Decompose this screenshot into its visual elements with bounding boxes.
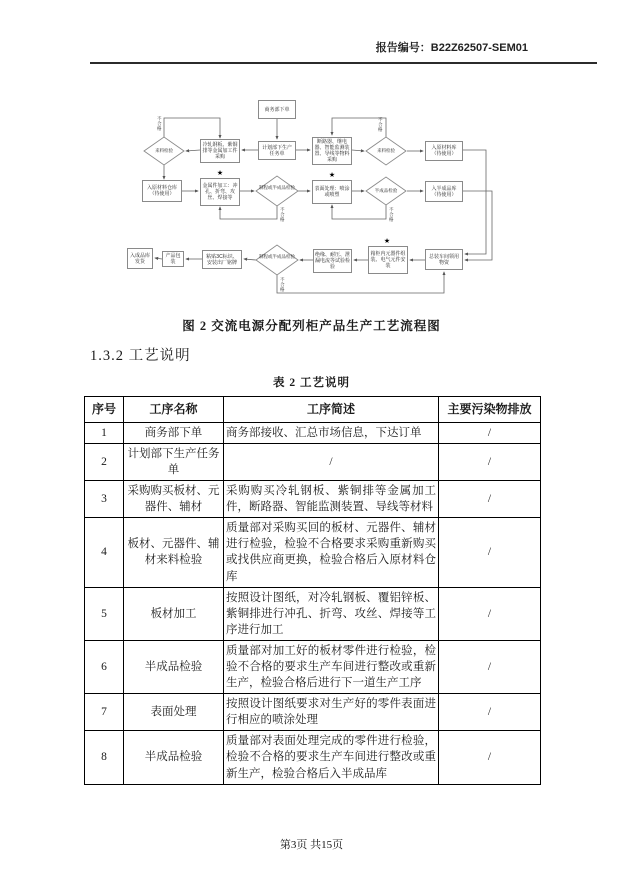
table-row (85, 640, 541, 693)
cell-no: 6 (85, 640, 124, 693)
node-metal-working: 金属件加工：冲孔、折弯、攻丝、焊接等 (200, 178, 240, 206)
node-ship: 入成品库发货 (127, 248, 153, 269)
cell-desc: 按照设计图纸要求对生产好的零件表面进行相应的喷涂处理 (224, 694, 439, 731)
node-routine-test: 绝缘、耐压、泄漏电流等试验检验 (313, 249, 352, 273)
cell-name: 板材、元器件、辅材来料检验 (124, 518, 224, 587)
table-header-row (85, 397, 541, 423)
fail-branch-label: 不合格 (389, 207, 394, 223)
production-process-flowchart (120, 88, 512, 316)
cell-emission: / (439, 422, 541, 443)
node-metal-purchase: 冷轧钢板、紫铜排等金属加工件采购 (200, 139, 240, 163)
table-row (85, 518, 541, 587)
fail-branch-label: 不合格 (378, 117, 383, 133)
cell-desc: 按照设计图纸，对冷轧钢板、覆铝锌板、紫铜排进行冲孔、折弯、攻丝、焊接等工序进行加工 (224, 587, 439, 640)
cell-emission: / (439, 694, 541, 731)
cell-no: 2 (85, 443, 124, 480)
section-heading: 1.3.2 工艺说明 (90, 348, 191, 364)
cell-emission: / (439, 443, 541, 480)
node-business-order: 商务部下单 (258, 100, 296, 119)
table-row (85, 481, 541, 518)
node-production-task: 计划部下生产任务单 (258, 141, 296, 160)
table-row (85, 587, 541, 640)
fail-branch-label: 不合格 (280, 207, 285, 223)
node-raw-store-right: 入原材料库（待使用） (425, 141, 463, 161)
cell-desc: 质量部对采购买回的板材、元器件、辅材进行检验，检验不合格要求采购重新购买或找供应商更换，检验合格后入原材料仓库 (224, 518, 439, 587)
star-icon: ★ (216, 169, 224, 177)
report-number: 报告编号：B22Z62507-SEM01 (375, 42, 528, 54)
node-surface-treatment: 表面处理：喷涂或喷塑 (312, 180, 352, 204)
node-incoming-check-left: 来料检验 (155, 148, 173, 153)
col-header-no: 序号 (85, 397, 124, 423)
process-table (84, 396, 541, 785)
cell-emission: / (439, 640, 541, 693)
figure-caption: 图 2 交流电源分配列柜产品生产工艺流程图 (182, 319, 441, 333)
node-raw-store-left: 入原材料仓库（待使用） (142, 180, 182, 202)
cell-desc: 商务部接收、汇总市场信息，下达订单 (224, 422, 439, 443)
cell-name: 采购购买板材、元器件、辅材 (124, 481, 224, 518)
cell-desc: 质量部对加工好的板材零件进行检验，检验不合格的要求生产车间进行整改或重新生产，检验合格后进行下一道生产工序 (224, 640, 439, 693)
star-icon: ★ (383, 237, 391, 245)
process-table-wrapper (84, 396, 540, 785)
cell-desc: 质量部对表面处理完成的零件进行检验，检验不合格的要求生产车间进行整改或重新生产，检验合格后入半成品库 (224, 731, 439, 784)
cell-emission: / (439, 518, 541, 587)
node-incoming-check-right: 来料检验 (377, 148, 395, 153)
table-caption: 表 2 工艺说明 (273, 377, 350, 389)
node-3c-label: 粘贴3C标识、安装出厂铭牌 (202, 250, 242, 269)
cell-name: 计划部下生产任务单 (124, 443, 224, 480)
cell-desc: 采购购买冷轧钢板、紫铜排等金属加工件，断路器、智能监测装置、导线等材料 (224, 481, 439, 518)
table-row (85, 694, 541, 731)
cell-no: 1 (85, 422, 124, 443)
cell-name: 半成品检验 (124, 731, 224, 784)
node-process-check-mid: 制程或半成品检验 (259, 185, 295, 190)
cell-no: 7 (85, 694, 124, 731)
col-header-name: 工序名称 (124, 397, 224, 423)
fail-branch-label: 不合格 (280, 277, 285, 293)
page-footer: 第3页 共15页 (279, 839, 344, 851)
header-divider (90, 62, 597, 64)
cell-no: 3 (85, 481, 124, 518)
cell-emission: / (439, 731, 541, 784)
col-header-emission: 主要污染物排放 (439, 397, 541, 423)
node-assembly-supply: 总装车间领用物资 (425, 249, 463, 270)
fail-branch-label: 不合格 (157, 116, 162, 132)
col-header-desc: 工序简述 (224, 397, 439, 423)
cell-emission: / (439, 587, 541, 640)
cell-emission: / (439, 481, 541, 518)
cell-desc: / (224, 443, 439, 480)
node-semi-store: 入半成品库（待使用） (425, 181, 463, 202)
table-row (85, 443, 541, 480)
cell-name: 表面处理 (124, 694, 224, 731)
node-semi-check: 半成品检验 (374, 188, 398, 193)
table-row (85, 422, 541, 443)
cell-no: 5 (85, 587, 124, 640)
cell-no: 4 (85, 518, 124, 587)
star-icon: ★ (328, 171, 336, 179)
node-component-purchase: 断路器、继电器、智能监测装置、导线等物料采购 (312, 137, 352, 165)
cell-no: 8 (85, 731, 124, 784)
table-row (85, 731, 541, 784)
node-packing: 产品包装 (162, 251, 184, 267)
node-process-check-final: 制程或半成品检验 (259, 254, 295, 259)
node-cabinet-assembly: 箱柜内元器件组装、电气元件安装 (368, 246, 408, 274)
cell-name: 板材加工 (124, 587, 224, 640)
cell-name: 半成品检验 (124, 640, 224, 693)
cell-name: 商务部下单 (124, 422, 224, 443)
